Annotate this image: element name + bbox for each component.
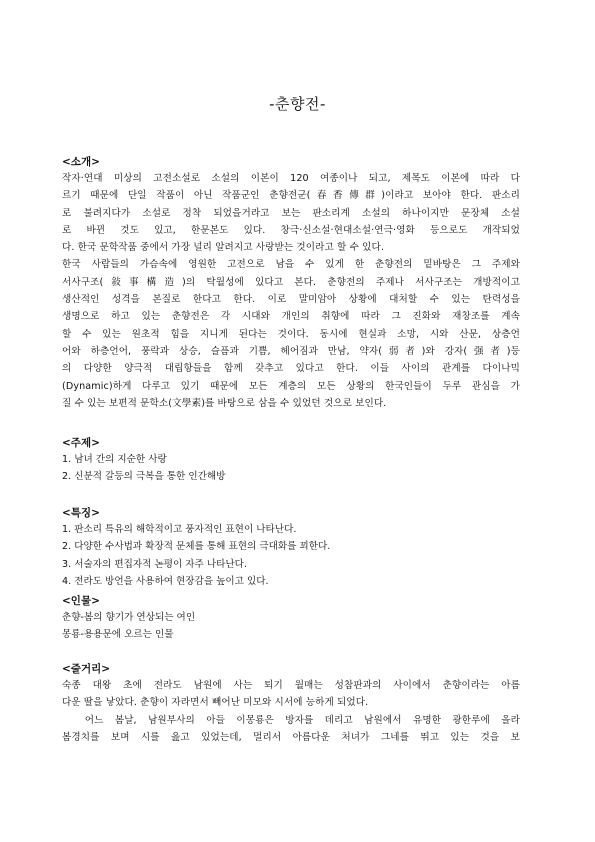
intro-line: 로 바뀐 것도 있고, 한문본도 있다. 창극·신소설·현대소설·연극·영화 등으로도 개작되었 bbox=[62, 224, 520, 236]
features-item: 3. 서술자의 편집자적 논평이 자주 나타난다. bbox=[62, 558, 247, 570]
intro-line: 작자·연대 미상의 고전소설로 소설의 이본이 120 여종이나 되고, 제목도 이본에 따라 다 bbox=[62, 173, 520, 184]
plot-paragraph bbox=[62, 677, 520, 746]
plot-line: 어느 봄날, 남원부사의 아들 이몽룡은 방자를 데리고 남원에서 유명한 광한루에 올라 bbox=[62, 714, 520, 726]
theme-item: 2. 신분적 갈등의 극복을 통한 인간해방 bbox=[62, 471, 226, 483]
theme-heading: <주제> bbox=[62, 437, 100, 449]
intro-line: 생명으로 하고 있는 춘향전은 각 시대와 개인의 취향에 따라 그 진화와 재창조를 계속 bbox=[62, 311, 520, 323]
intro-line: 다. 한국 문학작품 중에서 가장 널리 알려지고 사랑받는 것이라고 할 수 있다. bbox=[62, 242, 384, 254]
intro-line: 서사구조(敍事構造)의 탁월성에 있다고 본다. 춘향전의 주제나 서사구조는 개방적이고 bbox=[62, 276, 520, 288]
features-item: 2. 다양한 수사법과 확장적 문체를 통해 표현의 극대화를 꾀한다. bbox=[62, 541, 331, 553]
intro-line: (Dynamic)하게 다루고 있기 때문에 모든 계층의 모든 상황의 한국인들이 두루 관심을 가 bbox=[62, 380, 520, 392]
features-list bbox=[62, 521, 520, 590]
features-item: 4. 전라도 방언을 사용하여 현장감을 높이고 있다. bbox=[62, 575, 269, 587]
characters-list bbox=[62, 609, 520, 644]
character-item: 춘향-봄의 향기가 연상되는 여인 bbox=[62, 612, 196, 623]
intro-line: 르기 때문에 단일 작품이 아닌 작품군인 춘향전군(春香傳群)이라고 보아야 한다. 판소리 bbox=[62, 190, 520, 202]
characters-section bbox=[62, 594, 520, 644]
features-heading: <특징> bbox=[62, 507, 100, 519]
document-title: -춘향전- bbox=[269, 95, 326, 113]
intro-line: 질 수 있는 보편적 문학소(文學素)를 바탕으로 삼을 수 있었던 것으로 보인다. bbox=[62, 397, 387, 409]
plot-line: 봄경치를 보며 시를 읊고 있었는데, 멀리서 아름다운 처녀가 그네를 뛰고 있는 것을 보 bbox=[62, 731, 520, 743]
intro-line: 어와 하층언어, 풍락과 상승, 슬픔과 기쁨, 헤어짐과 만남, 약자(弱者)와 강자(强者)등 bbox=[62, 345, 520, 357]
plot-line: 다운 딸을 낳았다. 춘향이 자라면서 빼어난 미모와 시서에 능하게 되었다. bbox=[62, 697, 369, 709]
plot-line: 숙종 대왕 초에 전라도 남원에 사는 퇴기 월매는 성참판과의 사이에서 춘향이라는 아름 bbox=[62, 680, 520, 691]
plot-section bbox=[62, 662, 520, 746]
features-section bbox=[62, 506, 520, 590]
theme-item: 1. 남녀 간의 지순한 사랑 bbox=[62, 454, 167, 465]
theme-list bbox=[62, 451, 520, 486]
intro-line: 생산적인 성격을 본질로 한다고 한다. 이로 말미암아 상황에 대처할 수 있는 탄력성을 bbox=[62, 294, 520, 306]
intro-line: 한국 사람들의 가슴속에 영원한 고전으로 남을 수 있게 한 춘향전의 밑바탕은 그 주제와 bbox=[62, 259, 520, 271]
intro-line: 할 수 있는 원초적 힘을 지니게 된다는 것이다. 동시에 현실과 소망, 시와 산문, 상층언 bbox=[62, 328, 520, 340]
plot-heading: <줄거리> bbox=[62, 663, 111, 675]
characters-heading: <인물> bbox=[62, 595, 100, 607]
intro-heading: <소개> bbox=[62, 156, 100, 168]
intro-paragraph bbox=[62, 170, 520, 412]
features-item: 1. 판소리 특유의 해학적이고 풍자적인 표현이 나타난다. bbox=[62, 524, 297, 535]
intro-section bbox=[62, 155, 520, 412]
character-item: 몽룡-용용문에 오르는 인물 bbox=[62, 629, 174, 641]
intro-line: 로 불려지다가 소설로 정착 되었을거라고 보는 판소리계 소설의 하나이지만 문장체 소설 bbox=[62, 207, 520, 219]
intro-line: 의 다양한 양극적 대립항들을 함께 갖추고 있다고 한다. 이들 사이의 관계를 다이나믹 bbox=[62, 363, 520, 375]
theme-section bbox=[62, 436, 520, 486]
